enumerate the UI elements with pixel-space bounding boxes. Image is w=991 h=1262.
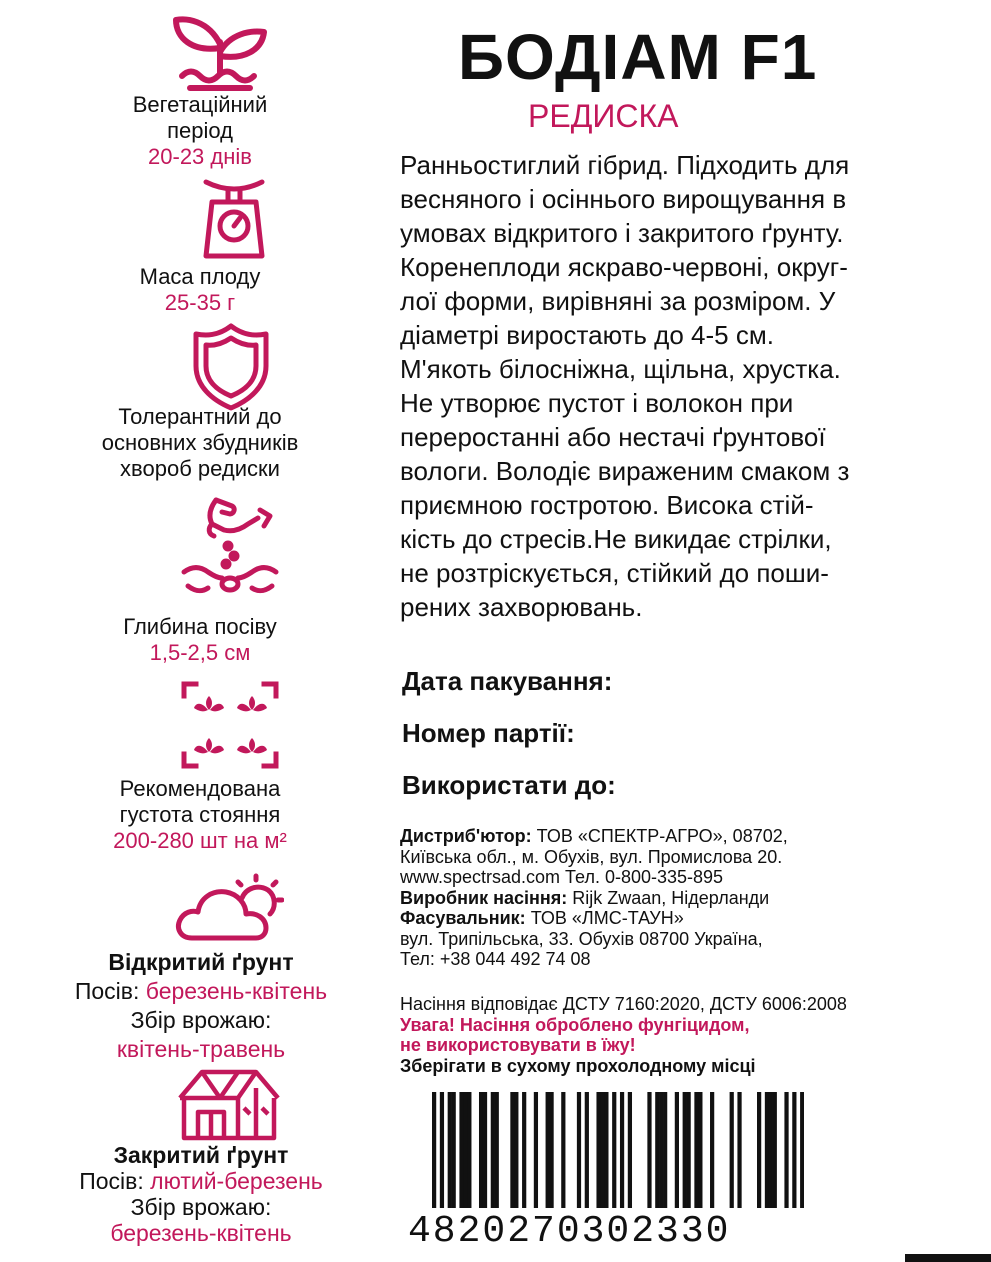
description-line: вологи. Володіє вираженим смаком з [400,456,850,486]
packing-date-label: Дата пакування: [402,666,613,696]
batch-number-label: Номер партії: [402,718,575,748]
barcode-bar [663,1092,667,1208]
greenhouse-sowing-label: Посів: [79,1168,151,1194]
barcode-bar [514,1092,518,1208]
barcode-bar [467,1092,471,1208]
barcode-icon [432,1092,804,1208]
barcode-bar [765,1092,769,1208]
barcode-bar [659,1092,663,1208]
packer-value: ТОВ «ЛМС-ТАУН» [525,908,684,928]
barcode-bar [737,1092,741,1208]
open-ground-block [36,948,366,1064]
density-label-line: густота стояння [119,802,281,827]
barcode-bar [694,1092,698,1208]
vegetation-period [40,92,360,170]
description-line: приємною гостротою. Висока стій- [400,490,814,520]
vegetation-label-line: період [167,118,233,143]
fruit-weight-value: 25-35 г [164,290,236,315]
description-line: переростанні або нестачі ґрунтової [400,422,826,452]
distributor-line [400,826,788,847]
barcode-bar [479,1092,483,1208]
barcode-bar [612,1092,616,1208]
sowing-depth-label: Глибина посіву [123,614,277,639]
barcode-bar [585,1092,589,1208]
barcode-bar [604,1092,608,1208]
open-ground-sowing-label: Посів: [74,978,146,1004]
storage-text: Зберігати в сухому прохолодному місці [400,1055,756,1076]
barcode-bar [628,1092,632,1208]
barcode-bar [710,1092,714,1208]
greenhouse-harvest-label: Збір врожаю: [130,1194,272,1220]
barcode-bar [655,1092,659,1208]
open-ground-harvest-value: квітень-травень [116,1036,286,1062]
description-line: лої форми, вирівняні за розміром. У [400,286,836,316]
description-line: М'якоть білосніжна, щільна, хрустка. [400,354,841,384]
product-type: РЕДИСКА [528,98,679,134]
barcode-bar [577,1092,581,1208]
sowing-depth [40,614,360,666]
barcode-bar [687,1092,691,1208]
density-value: 200-280 шт на м² [113,828,287,853]
producer-value: Rijk Zwaan, Нідерланди [567,887,770,908]
use-by-label: Використати до: [402,770,616,800]
fruit-weight [40,264,360,316]
producer-line [400,888,788,909]
barcode-bar [549,1092,553,1208]
distributor-contact: www.spectrsad.com Тел. 0-800-335-895 [400,867,724,887]
greenhouse-icon [176,1066,282,1142]
characteristics-column [0,0,390,1262]
product-description [400,148,849,624]
disease-tolerance [40,404,360,482]
barcode-bar [698,1092,702,1208]
vegetation-label-line: Вегетаційний [132,92,268,117]
barcode-bar [448,1092,452,1208]
barcode-bar [510,1092,514,1208]
tolerance-line: Толерантний до [118,404,282,429]
greenhouse-title: Закритий ґрунт [113,1142,289,1168]
barcode-bar [534,1092,538,1208]
barcode-bar [452,1092,456,1208]
tolerance-line: хвороб редиски [120,456,280,481]
open-ground-harvest-label: Збір врожаю: [130,1007,272,1033]
warning-line: Увага! Насіння оброблено фунгіцидом, [400,1014,750,1035]
packer-address: вул. Трипільська, 33. Обухів 08700 Україна, [400,928,763,949]
greenhouse-sowing-value: лютий-березень [150,1168,323,1194]
barcode-bar [773,1092,777,1208]
barcode-bar [757,1092,761,1208]
barcode-bar [483,1092,487,1208]
vegetation-value: 20-23 днів [148,144,252,169]
tolerance-line: основних збудників [101,430,299,455]
packer-label: Фасувальник: [400,908,526,928]
barcode-bar [459,1092,463,1208]
plant-density [40,776,360,854]
product-name: БОДІАМ F1 [458,21,818,93]
barcode-bar [522,1092,526,1208]
barcode-bar [561,1092,565,1208]
warning-line: не використовувати в їжу! [400,1035,636,1055]
plant-spacing-grid-icon [180,680,280,770]
density-label-line: Рекомендована [119,776,281,801]
greenhouse-sowing [36,1168,366,1194]
barcode-bar [683,1092,687,1208]
barcode-number: 4820270302330 [408,1210,731,1253]
barcode-bar [730,1092,734,1208]
cut-line [905,1254,991,1262]
sun-cloud-icon [172,872,284,944]
barcode-bar [769,1092,773,1208]
barcode-bar [675,1092,679,1208]
packer-phone: Тел: +38 044 492 74 08 [400,949,591,969]
description-line: Ранньостиглий гібрид. Підходить для [400,150,850,180]
description-line: весняного і осіннього вирощування в [400,184,847,214]
barcode-bar [432,1092,436,1208]
standards-text: Насіння відповідає ДСТУ 7160:2020, ДСТУ 6006:2008 [400,994,847,1014]
greenhouse-block [36,1142,366,1246]
barcode-bar [647,1092,651,1208]
distributor-address: Київська обл., м. Обухів, вул. Промислова 20. [400,846,783,867]
description-line: Коренеплоди яскраво-червоні, округ- [400,252,848,282]
description-line: діаметрі виростають до 4-5 см. [400,320,774,350]
barcode-bar [491,1092,495,1208]
hand-sowing-seeds-icon [178,494,282,600]
open-ground-sowing-value: березень-квітень [145,978,328,1004]
description-line: кість до стресів.Не викидає стрілки, [400,524,832,554]
sowing-depth-value: 1,5-2,5 см [149,640,251,665]
kitchen-scale-icon [198,174,270,260]
description-line: рених захворювань. [400,592,643,622]
distributor-label: Дистриб'ютор: [400,826,532,846]
description-line: не розтріскується, стійкий до поши- [400,558,829,588]
barcode-bar [440,1092,444,1208]
barcode-bar [596,1092,600,1208]
compliance-block [400,994,847,1076]
barcode-bar [620,1092,624,1208]
barcode-bar [495,1092,499,1208]
producer-label: Виробник насіння: [400,887,568,908]
barcode-bar [784,1092,788,1208]
barcode-bar [463,1092,467,1208]
fruit-weight-label: Маса плоду [139,264,261,289]
plant-sprout-icon [168,12,272,92]
open-ground-title: Відкритий ґрунт [108,949,294,975]
greenhouse-harvest-value: березень-квітень [110,1220,292,1246]
barcode-bar [792,1092,796,1208]
barcode-bar [546,1092,550,1208]
distribution-info [400,826,788,970]
barcode-bar [600,1092,604,1208]
description-line: умовах відкритого і закритого ґрунту. [400,218,844,248]
open-ground-sowing [36,977,366,1006]
packer-line [400,908,788,929]
shield-icon [190,322,272,412]
distributor-value: ТОВ «СПЕКТР-АГРО», 08702, [531,826,788,846]
description-line: Не утворює пустот і волокон при [400,388,794,418]
barcode-bar [800,1092,804,1208]
